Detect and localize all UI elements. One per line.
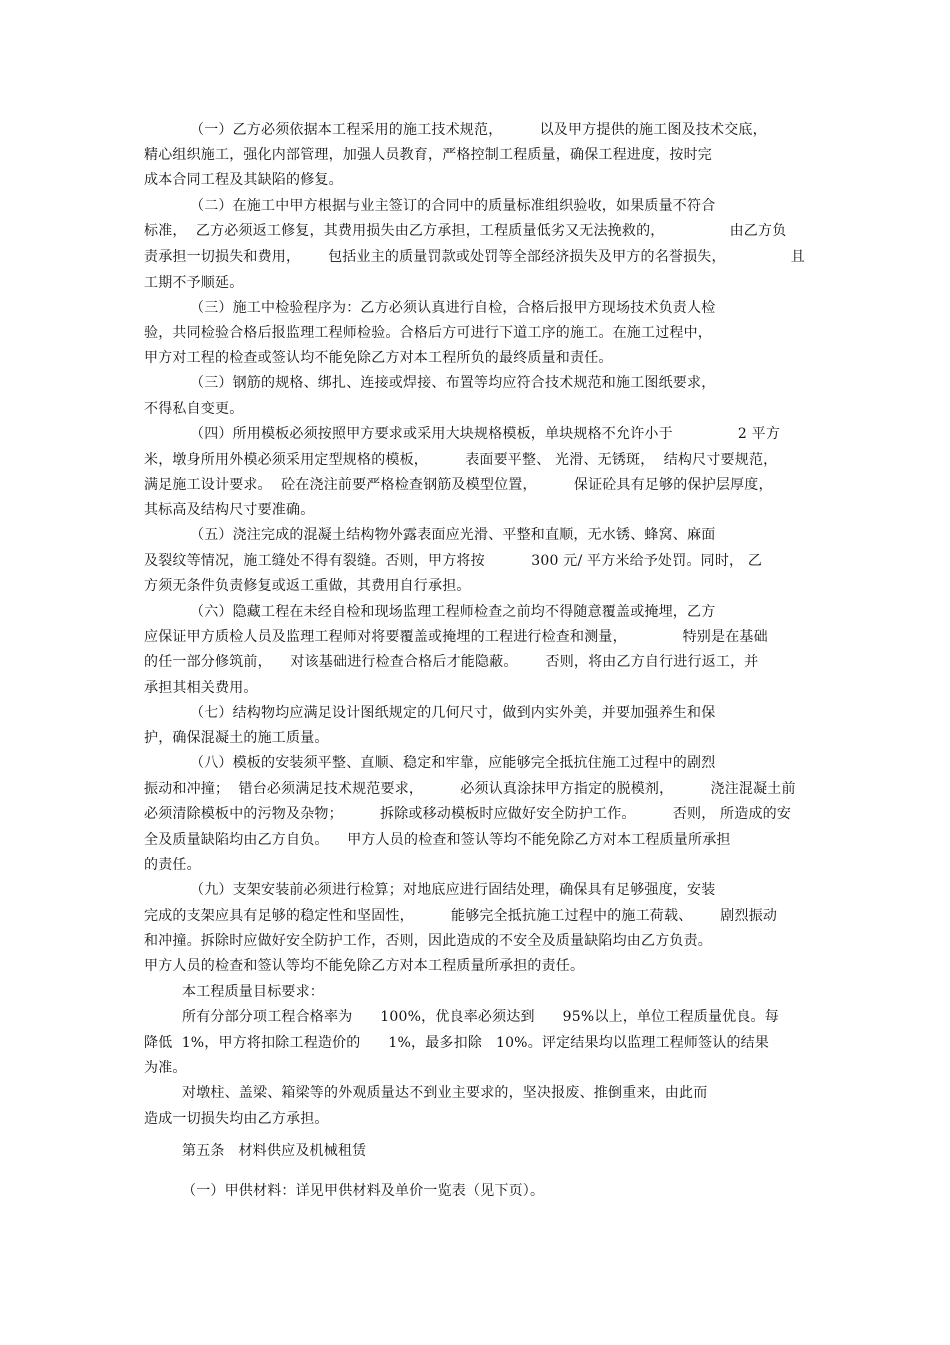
text-line: 成本合同工程及其缺陷的修复。 — [144, 172, 343, 188]
text-line: 造成一切损失均由乙方承担。 — [144, 1111, 329, 1127]
text-line: 和冲撞。拆除时应做好安全防护工作，否则，因此造成的不安全及质量缺陷均由乙方负责。 — [144, 933, 712, 949]
text-line: 所有分部分项工程合格率为 100%，优良率必须达到 95%以上，单位工程质量优良。每 — [182, 1009, 779, 1025]
text-line: 甲方对工程的检查或签认均不能免除乙方对本工程所负的最终质量和责任。 — [144, 350, 613, 366]
text-line: 完成的支架应具有足够的稳定性和坚固性， 能够完全抵抗施工过程中的施工荷载、 剧烈振动 — [144, 908, 778, 924]
text-line: 的任一部分修筑前， 对该基础进行检查合格后才能隐蔽。 否则，将由乙方自行进行返工，并 — [144, 654, 759, 670]
text-line: （一）乙方必须依据本工程采用的施工技术规范， 以及甲方提供的施工图及技术交底， — [190, 122, 767, 138]
text-line: 承担其相关费用。 — [144, 680, 258, 696]
text-line: 验，共同检验合格后报监理工程师检验。合格后方可进行下道工序的施工。在施工过程中， — [144, 325, 712, 341]
text-line: （四）所用模板必须按照甲方要求或采用大块规格模板，单块规格不允许小于 2 平方 — [190, 426, 781, 442]
text-line: （三）钢筋的规格、绑扎、连接或焊接、布置等均应符合技术规范和施工图纸要求， — [190, 375, 716, 391]
text-line: （二）在施工中甲方根据与业主签订的合同中的质量标准组织验收，如果质量不符合 — [190, 198, 716, 214]
text-line: （八）模板的安装须平整、直顺、稳定和牢靠，应能够完全抵抗住施工过程中的剧烈 — [190, 755, 716, 771]
text-line: （五）浇注完成的混凝土结构物外露表面应光滑、平整和直顺，无水锈、蜂窝、麻面 — [190, 527, 716, 543]
text-line: 工期不予顺延。 — [144, 275, 244, 291]
text-line: 必须清除模板中的污物及杂物； 拆除或移动模板时应做好安全防护工作。 否则， 所造成的安 — [144, 806, 792, 822]
text-line: 对墩柱、盖梁、箱梁等的外观质量达不到业主要求的，坚决报废、推倒重来，由此而 — [182, 1085, 708, 1101]
section-heading: 本工程质量目标要求： — [182, 984, 324, 1000]
text-line: 方须无条件负责修复或返工重做，其费用自行承担。 — [144, 578, 471, 594]
text-line: 护，确保混凝土的施工质量。 — [144, 730, 329, 746]
text-line: （一）甲供材料：详见甲供材料及单价一览表（见下页）。 — [182, 1183, 545, 1199]
text-line: 全及质量缺陷均由乙方自负。 甲方人员的检查和签认等均不能免除乙方对本工程质量所承担 — [144, 832, 731, 848]
text-line: 标准， 乙方必须返工修复，其费用损失由乙方承担，工程质量低劣又无法挽救的， 由乙方负 — [144, 223, 787, 239]
text-line: 精心组织施工，强化内部管理，加强人员教育，严格控制工程质量，确保工程进度，按时完 — [144, 147, 712, 163]
text-line: 其标高及结构尺寸要准确。 — [144, 502, 315, 518]
text-line: 甲方人员的检查和签认等均不能免除乙方对本工程质量所承担的责任。 — [144, 958, 585, 974]
text-line: 为准。 — [144, 1060, 187, 1076]
text-line: 满足施工设计要求。 砼在浇注前要严格检查钢筋及模型位置， 保证砼具有足够的保护层厚度， — [144, 477, 773, 493]
text-line: 振动和冲撞； 错台必须满足技术规范要求， 必须认真涂抹甲方指定的脱模剂， 浇注混凝土前 — [144, 781, 796, 797]
text-line: 的责任。 — [144, 857, 201, 873]
text-line: （七）结构物均应满足设计图纸规定的几何尺寸，做到内实外美，并要加强养生和保 — [190, 705, 716, 721]
text-line: （九）支架安装前必须进行检算；对地底应进行固结处理，确保具有足够强度，安装 — [190, 882, 716, 898]
text-line: 应保证甲方质检人员及监理工程师对将要覆盖或掩埋的工程进行检查和测量， 特别是在基础 — [144, 629, 768, 645]
text-line: 责承担一切损失和费用， 包括业主的质量罚款或处罚等全部经济损失及甲方的名誉损失， 且 — [144, 249, 806, 265]
text-line: 降低 1%，甲方将扣除工程造价的 1%，最多扣除 10%。评定结果均以监理工程师签认的结果 — [144, 1035, 770, 1051]
text-line: （三）施工中检验程序为：乙方必须认真进行自检，合格后报甲方现场技术负责人检 — [190, 300, 716, 316]
article-heading: 第五条 材料供应及机械租赁 — [182, 1143, 367, 1159]
text-line: （六）隐藏工程在未经自检和现场监理工程师检查之前均不得随意覆盖或掩埋，乙方 — [190, 604, 716, 620]
text-line: 及裂纹等情况，施工缝处不得有裂缝。否则，甲方将按 300 元/ 平方米给予处罚。同时， 乙 — [144, 553, 763, 569]
text-line: 米，墩身所用外模必须采用定型规格的模板， 表面要平整、 光滑、无锈斑， 结构尺寸要规范， — [144, 452, 778, 468]
text-line: 不得私自变更。 — [144, 401, 244, 417]
